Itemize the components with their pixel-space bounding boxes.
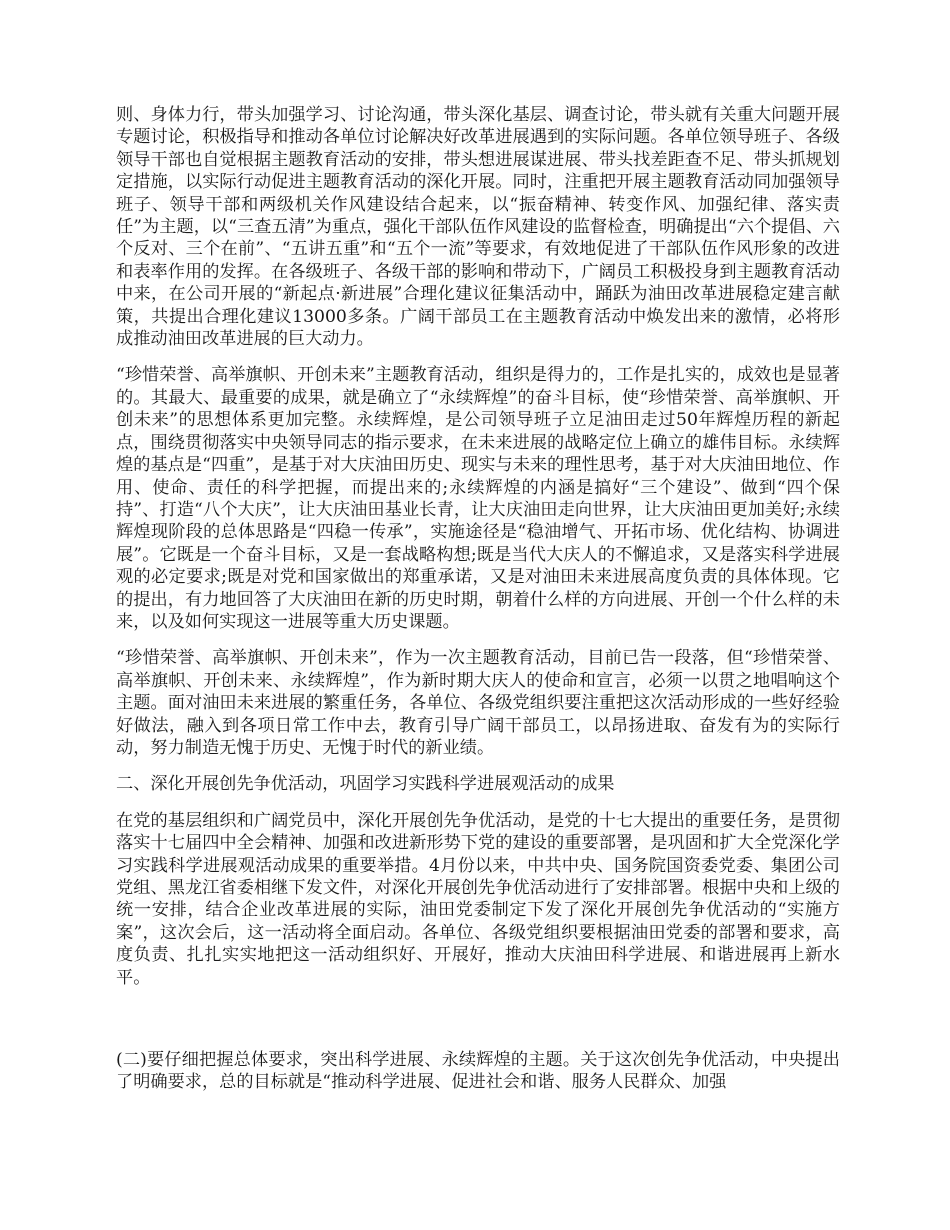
paragraph-section-intro: 在党的基层组织和广阔党员中，深化开展创先争优活动，是党的十七大提出的重要任务，是贯彻落实十七届四中全会精神、加强和改进新形势下党的建设的重要部署，是巩固和扩大全党深化学习实践科学进展观活动成果的重要举措。4月份以来，中共中央、国务院国资委党委、集团公司党组、黑龙江省委相继下发文件，对深化开展创先争优活动进行了安排部署。根据中央和上级的统一安排，结合企业改革进展的实际，油田党委制定下发了深化开展创先争优活动的“实施方案”，这次会后，这一活动将全面启动。各单位、各级党组织要根据油田党委的部署和要求，高度负责、扎扎实实地把这一活动组织好、开展好，推动大庆油田科学进展、和谐进展再上新水平。 [116, 810, 840, 988]
paragraph-gap [116, 1003, 840, 1049]
paragraph-subsection-two: (二)要仔细把握总体要求，突出科学进展、永续辉煌的主题。关于这次创先争优活动，中央提出了明确要求，总的目标就是“推动科学进展、促进社会和谐、服务人民群众、加强 [116, 1050, 840, 1093]
section-heading: 二、深化开展创先争优活动，巩固学习实践科学进展观活动的成果 [116, 774, 615, 795]
paragraph-campaign-results: “珍惜荣誉、高举旗帜、开创未来”主题教育活动，组织是得力的，工作是扎实的，成效也是显著的。其最大、最重要的成果，就是确立了“永续辉煌”的奋斗目标，使“珍惜荣誉、高举旗帜、开创未来”的思想体系更加完整。永续辉煌，是公司领导班子立足油田走过50年辉煌历程的新起点，围绕贯彻落实中央领导同志的指示要求，在未来进展的战略定位上确立的雄伟目标。永续辉煌的基点是“四重”，是基于对大庆油田历史、现实与未来的理性思考，基于对大庆油田地位、作用、使命、责任的科学把握，而提出来的;永续辉煌的内涵是搞好“三个建设”、做到“四个保持”、打造“八个大庆”，让大庆油田基业长青，让大庆油田走向世界，让大庆油田更加美好;永续辉煌现阶段的总体思路是“四稳一传承”，实施途径是“稳油增气、开拓市场、优化结构、协调进展”。它既是一个奋斗目标，又是一套战略构想;既是当代大庆人的不懈追求，又是落实科学进展观的必定要求;既是对党和国家做出的郑重承诺，又是对油田未来进展高度负责的具体体现。它的提出，有力地回答了大庆油田在新的历史时期，朝着什么样的方向进展、开创一个什么样的未来，以及如何实现这一进展等重大历史课题。 [116, 365, 840, 632]
document-body [116, 104, 840, 1108]
paragraph-leadership-example: 则、身体力行，带头加强学习、讨论沟通，带头深化基层、调查讨论，带头就有关重大问题开展专题讨论，积极指导和推动各单位讨论解决好改革进展遇到的实际问题。各单位领导班子、各级领导干部也自觉根据主题教育活动的安排，带头想进展谋进展、带头找差距查不足、带头抓规划定措施，以实际行动促进主题教育活动的深化开展。同时，注重把开展主题教育活动同加强领导班子、领导干部和两级机关作风建设结合起来，以“振奋精神、转变作风、加强纪律、落实责任”为主题，以“三查五清”为重点，强化干部队伍作风建设的监督检查，明确提出“六个提倡、六个反对、三个在前”、“五讲五重”和“五个一流”等要求，有效地促进了干部队伍作风形象的改进和表率作用的发挥。在各级班子、各级干部的影响和带动下，广阔员工积极投身到主题教育活动中来，在公司开展的“新起点·新进展”合理化建议征集活动中，踊跃为油田改革进展稳定建言献策，共提出合理化建议13000多条。广阔干部员工在主题教育活动中焕发出来的激情，必将形成推动油田改革进展的巨大动力。 [116, 105, 840, 350]
paragraph-campaign-conclusion: “珍惜荣誉、高举旗帜、开创未来”，作为一次主题教育活动，目前已告一段落，但“珍惜荣誉、高举旗帜、开创未来、永续辉煌”，作为新时期大庆人的使命和宣言，必须一以贯之地唱响这个主题。面对油田未来进展的繁重任务，各单位、各级党组织要注重把这次活动形成的一些好经验好做法，融入到各项日常工作中去，教育引导广阔干部员工，以昂扬进取、奋发有为的实际行动，努力制造无愧于历史、无愧于时代的新业绩。 [116, 648, 840, 758]
